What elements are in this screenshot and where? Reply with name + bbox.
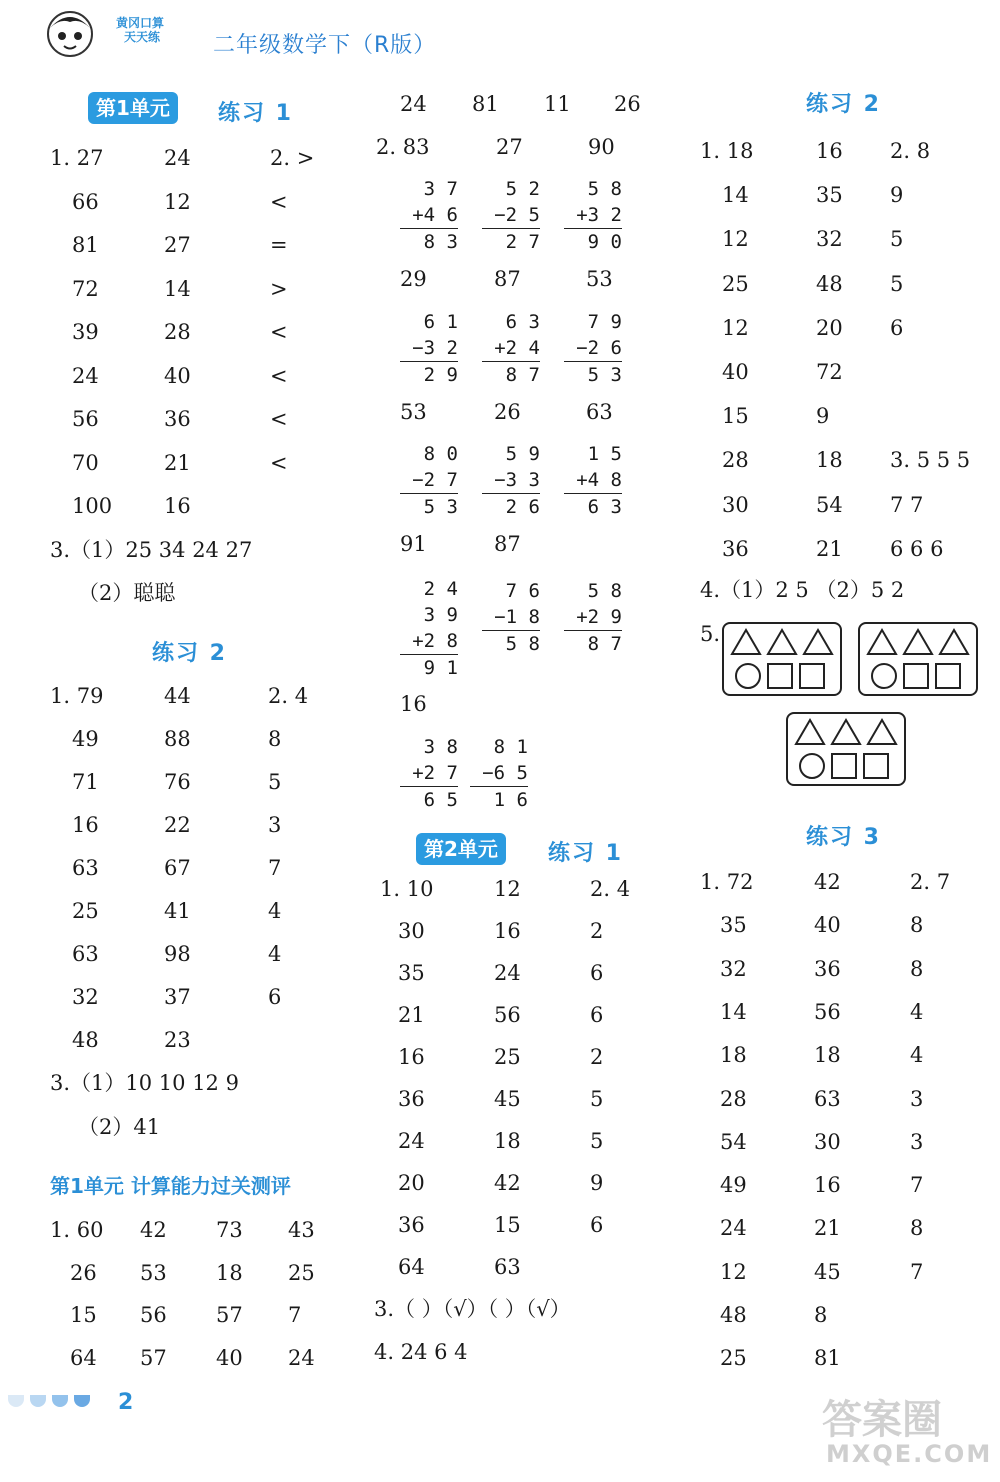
answer-cell: 14	[720, 999, 747, 1024]
answer-cell: 8	[910, 956, 924, 981]
unit2-badge: 第2单元	[416, 833, 506, 865]
answer-cell: 100	[72, 494, 113, 518]
answer-cell: 5	[890, 271, 904, 296]
answer-cell: 6	[590, 961, 604, 985]
answer-cell: 9	[816, 404, 830, 429]
calc-operand: 6 3	[505, 311, 540, 333]
answer-cell: 30	[398, 919, 425, 943]
answer-cell: 48	[816, 271, 843, 296]
answer-cell: 16	[814, 1173, 841, 1198]
answer-cell: 67	[164, 856, 191, 880]
answer-cell: 63	[814, 1086, 841, 1111]
answer-cell: 25	[722, 271, 749, 296]
answer-cell: 2. >	[270, 146, 315, 170]
answer-cell: 44	[164, 684, 191, 708]
vertical-calculation	[400, 576, 458, 681]
answer-cell: 1. 10	[380, 877, 434, 901]
answer-cell: 35	[398, 961, 425, 985]
answer-cell: 12	[164, 189, 191, 214]
answer-cell: 57	[216, 1303, 243, 1327]
answer-cell: 2. 83	[376, 135, 430, 159]
calc-result: 6 3	[564, 493, 622, 520]
book-title: 二年级数学下（R版）	[213, 33, 437, 58]
answer-cell: 12	[494, 877, 521, 901]
calc-result: 5 3	[564, 361, 622, 388]
calc-operand: 5 8	[587, 178, 622, 200]
answer-cell: 32	[720, 956, 747, 981]
answer-cell: 15	[70, 1303, 97, 1327]
vertical-calculation	[400, 309, 458, 388]
calc-operand: 7 6	[505, 580, 540, 602]
answer-cell: <	[270, 363, 288, 388]
answer-cell: 25	[494, 1045, 521, 1069]
answer-cell: 35	[720, 913, 747, 938]
answer-cell: 25	[720, 1346, 747, 1371]
answer-cell: 73	[216, 1218, 243, 1242]
answer-cell: 57	[140, 1345, 167, 1370]
vertical-calculation	[564, 309, 622, 388]
shape-group-2	[858, 622, 978, 696]
answer-cell: 6	[890, 315, 904, 340]
answer-cell: <	[270, 320, 288, 344]
answer-cell: 41	[164, 899, 191, 923]
answer-cell: 39	[72, 320, 99, 344]
unit1-badge: 第1单元	[88, 92, 178, 124]
calc-operand: −6 5	[482, 762, 528, 784]
answer-cell: 98	[164, 942, 191, 966]
answer-cell: 40	[814, 913, 841, 938]
answer-cell: 1. 27	[50, 146, 104, 170]
answer-cell: 16	[816, 139, 843, 163]
answer-cell: 3. 5 5 5	[890, 448, 971, 473]
answer-cell: <	[270, 407, 288, 431]
calc-result: 8 7	[564, 630, 622, 657]
answer-cell: 12	[720, 1259, 747, 1284]
unit1-exercise2-title: 练习 2	[152, 641, 227, 666]
answer-cell: 24	[288, 1345, 315, 1370]
shape-group-1	[722, 622, 842, 696]
calc-operand: +3 2	[576, 204, 622, 226]
answer-cell: 2. 7	[910, 870, 951, 894]
answer-cell: 24	[164, 146, 191, 170]
answer-cell: 18	[816, 448, 843, 473]
answer-cell: 53	[400, 400, 427, 424]
calc-operand: +2 9	[576, 606, 622, 628]
unit2-exercise2-title: 练习 2	[806, 92, 881, 117]
answer-cell: 49	[720, 1173, 747, 1198]
mascot-logo	[40, 8, 100, 66]
ex2-q3-line1: 3.（1）10 10 12 9	[50, 1071, 239, 1095]
vertical-calculation	[400, 441, 458, 520]
answer-cell: 53	[586, 267, 613, 291]
calc-result: 9 0	[564, 228, 622, 255]
answer-cell: 76	[164, 770, 191, 794]
answer-cell: 56	[72, 407, 99, 431]
answer-cell: 8	[268, 727, 282, 751]
answer-cell: 56	[140, 1303, 167, 1327]
answer-cell: 18	[814, 1043, 841, 1068]
answer-cell: 1. 72	[700, 870, 754, 894]
answer-cell: 24	[398, 1129, 425, 1153]
vertical-calculation	[482, 309, 540, 388]
calc-operand: +2 8	[412, 630, 458, 652]
calc-operand: 7 9	[587, 311, 622, 333]
vertical-calculation	[564, 176, 622, 255]
answer-cell: 3	[910, 1086, 924, 1111]
calc-operand: +4 6	[412, 204, 458, 226]
answer-cell: 36	[398, 1213, 425, 1237]
answer-cell: 3	[268, 813, 282, 837]
answer-cell: 45	[494, 1087, 521, 1111]
answer-cell: 35	[816, 183, 843, 208]
answer-cell: 1. 18	[700, 139, 754, 163]
answer-cell: 36	[722, 536, 749, 561]
ex2-q4: 4.（1）2 5 （2）5 2	[700, 578, 905, 602]
calc-operand: +2 4	[494, 337, 540, 359]
watermark-logo-text: 答案圈	[822, 1397, 942, 1443]
answer-cell: 11	[544, 92, 571, 116]
answer-cell: 71	[72, 770, 99, 794]
calc-operand: −1 8	[494, 606, 540, 628]
calc-operand: +4 8	[576, 469, 622, 491]
answer-cell: 63	[586, 400, 613, 424]
answer-cell: 3	[910, 1129, 924, 1154]
answer-cell: 8	[814, 1303, 828, 1327]
calc-operand: 5 8	[587, 580, 622, 602]
answer-cell: 66	[72, 189, 99, 214]
answer-cell: 24	[72, 363, 99, 388]
answer-cell: 21	[816, 536, 843, 561]
vertical-calculation	[400, 176, 458, 255]
answer-cell: 7	[910, 1259, 924, 1284]
answer-cell: 16	[72, 813, 99, 837]
answer-cell: 37	[164, 985, 191, 1009]
calc-operand: 2 4	[423, 578, 458, 600]
calc-operand: 1 5	[587, 443, 622, 465]
answer-cell: 7	[910, 1173, 924, 1198]
calc-operand: 8 0	[423, 443, 458, 465]
answer-cell: 24	[400, 92, 427, 116]
answer-cell: 32	[72, 985, 99, 1009]
answer-cell: 15	[722, 404, 749, 429]
answer-cell: 6 6 6	[890, 536, 944, 561]
answer-cell: 32	[816, 227, 843, 252]
answer-cell: 81	[814, 1346, 841, 1371]
answer-cell: 24	[494, 961, 521, 985]
answer-cell: 63	[72, 856, 99, 880]
calc-result: 5 3	[400, 493, 458, 520]
unit2-q4: 4. 24 6 4	[374, 1340, 468, 1364]
calc-result: 5 8	[482, 630, 540, 657]
calc-result: 2 9	[400, 361, 458, 388]
answer-cell: 6	[590, 1213, 604, 1237]
answer-cell: 5	[268, 770, 282, 794]
answer-cell: 5	[590, 1129, 604, 1153]
answer-cell: 81	[472, 92, 499, 116]
calc-result: 1 6	[470, 786, 528, 813]
watermark-url: MXQE.COM	[826, 1440, 993, 1468]
answer-cell: 26	[494, 400, 521, 424]
answer-cell: 64	[70, 1345, 97, 1370]
answer-cell: 16	[164, 494, 191, 518]
calc-operand: 3 9	[423, 604, 458, 626]
ex1-q3-line2: （2）聪聪	[78, 581, 176, 605]
answer-cell: 25	[72, 899, 99, 923]
answer-cell: 36	[164, 407, 191, 431]
answer-cell: 7 7	[890, 492, 924, 517]
unit1-test-title: 第1单元 计算能力过关测评	[50, 1174, 291, 1198]
answer-cell: =	[270, 233, 288, 257]
calc-operand: 8 1	[493, 736, 528, 758]
calc-result: 8 3	[400, 228, 458, 255]
answer-cell: 20	[398, 1171, 425, 1195]
answer-cell: 43	[288, 1218, 315, 1242]
answer-cell: 63	[72, 942, 99, 966]
answer-cell: 63	[494, 1255, 521, 1279]
answer-cell: 7	[268, 856, 282, 880]
vertical-calculation	[482, 578, 540, 657]
answer-cell: 2. 8	[890, 139, 931, 163]
answer-cell: 45	[814, 1259, 841, 1284]
answer-cell: 12	[722, 315, 749, 340]
answer-cell: 9	[890, 183, 904, 208]
vertical-calculation	[482, 441, 540, 520]
answer-cell: 4	[910, 1043, 924, 1068]
answer-cell: 5	[590, 1087, 604, 1111]
answer-cell: 28	[720, 1086, 747, 1111]
answer-cell: 21	[164, 450, 191, 475]
calc-operand: 3 8	[423, 736, 458, 758]
answer-cell: 16	[400, 692, 427, 716]
answer-cell: 49	[72, 727, 99, 751]
answer-cell: 40	[216, 1345, 243, 1370]
brand-name: 黄冈口算 天天练	[116, 16, 165, 44]
answer-cell: 9	[590, 1171, 604, 1195]
answer-cell: 14	[722, 183, 749, 208]
calc-operand: −2 7	[412, 469, 458, 491]
answer-cell: 64	[398, 1255, 425, 1279]
answer-cell: 56	[494, 1003, 521, 1027]
ex2-q5-label: 5.	[700, 622, 721, 646]
answer-cell: 22	[164, 813, 191, 837]
answer-cell: 29	[400, 267, 427, 291]
answer-cell: 20	[816, 315, 843, 340]
answer-cell: 16	[398, 1045, 425, 1069]
answer-cell: 8	[910, 913, 924, 938]
answer-cell: 4	[910, 999, 924, 1024]
answer-cell: 48	[720, 1303, 747, 1327]
vertical-calculation	[564, 441, 622, 520]
calc-operand: 6 1	[423, 311, 458, 333]
answer-cell: 21	[814, 1216, 841, 1241]
answer-cell: 18	[720, 1043, 747, 1068]
ex1-q3-line1: 3.（1）25 34 24 27	[50, 538, 253, 562]
answer-cell: 87	[494, 267, 521, 291]
answer-cell: <	[270, 450, 288, 475]
answer-cell: 72	[816, 360, 843, 384]
calc-operand: 5 2	[505, 178, 540, 200]
answer-cell: 24	[720, 1216, 747, 1241]
answer-cell: 6	[268, 985, 282, 1009]
vertical-calculation	[400, 734, 458, 813]
answer-cell: 42	[814, 870, 841, 894]
answer-cell: 16	[494, 919, 521, 943]
answer-cell: 54	[720, 1129, 747, 1154]
answer-cell: 26	[70, 1260, 97, 1285]
calc-result: 9 1	[400, 654, 458, 681]
answer-cell: 18	[494, 1129, 521, 1153]
answer-cell: 15	[494, 1213, 521, 1237]
calc-operand: +2 7	[412, 762, 458, 784]
unit2-exercise1-title: 练习 1	[548, 841, 623, 866]
calc-result: 2 6	[482, 493, 540, 520]
answer-cell: 40	[722, 360, 749, 384]
answer-cell: 2	[590, 919, 604, 943]
calc-operand: 5 9	[505, 443, 540, 465]
answer-cell: 21	[398, 1003, 425, 1027]
answer-cell: 26	[614, 92, 641, 116]
vertical-calculation	[482, 176, 540, 255]
shape-group-3	[786, 712, 906, 786]
calc-operand: −2 5	[494, 204, 540, 226]
answer-cell: 7	[288, 1303, 302, 1327]
answer-cell: 36	[398, 1087, 425, 1111]
calc-operand: −3 3	[494, 469, 540, 491]
page-number: 2	[118, 1390, 134, 1415]
answer-cell: 30	[814, 1129, 841, 1154]
vertical-calculation	[564, 578, 622, 657]
calc-result: 8 7	[482, 361, 540, 388]
calc-result: 6 5	[400, 786, 458, 813]
answer-cell: 27	[164, 233, 191, 257]
unit2-q3: 3.（ ）（√）（ ）（√）	[374, 1297, 571, 1321]
answer-cell: 36	[814, 956, 841, 981]
answer-cell: 53	[140, 1260, 167, 1285]
calc-operand: −3 2	[412, 337, 458, 359]
answer-cell: 72	[72, 276, 99, 301]
answer-cell: 42	[494, 1171, 521, 1195]
answer-cell: 4	[268, 942, 282, 966]
answer-cell: 56	[814, 999, 841, 1024]
answer-cell: 70	[72, 450, 99, 475]
answer-cell: 12	[722, 227, 749, 252]
answer-cell: 18	[216, 1260, 243, 1285]
answer-cell: 30	[722, 492, 749, 517]
answer-cell: <	[270, 189, 288, 214]
answer-cell: 28	[164, 320, 191, 344]
answer-cell: 2. 4	[590, 877, 631, 901]
calc-result: 2 7	[482, 228, 540, 255]
answer-cell: 1. 60	[50, 1218, 104, 1242]
answer-cell: 87	[494, 532, 521, 556]
ex2-q3-line2: （2）41	[78, 1115, 161, 1139]
answer-cell: 23	[164, 1028, 191, 1052]
answer-cell: 27	[496, 135, 523, 159]
answer-cell: 42	[140, 1218, 167, 1242]
answer-cell: 4	[268, 899, 282, 923]
answer-cell: >	[270, 276, 288, 301]
answer-cell: 6	[590, 1003, 604, 1027]
answer-cell: 28	[722, 448, 749, 473]
answer-cell: 8	[910, 1216, 924, 1241]
answer-cell: 81	[72, 233, 99, 257]
answer-cell: 14	[164, 276, 191, 301]
answer-cell: 88	[164, 727, 191, 751]
answer-cell: 40	[164, 363, 191, 388]
answer-cell: 90	[588, 135, 615, 159]
answer-cell: 1. 79	[50, 684, 104, 708]
answer-cell: 48	[72, 1028, 99, 1052]
answer-cell: 2. 4	[268, 684, 309, 708]
footer-decoration	[8, 1392, 96, 1411]
answer-cell: 25	[288, 1260, 315, 1285]
answer-cell: 54	[816, 492, 843, 517]
unit1-exercise1-title: 练习 1	[218, 101, 293, 126]
answer-cell: 2	[590, 1045, 604, 1069]
answer-cell: 91	[400, 532, 427, 556]
vertical-calculation	[470, 734, 528, 813]
calc-operand: 3 7	[423, 178, 458, 200]
unit2-exercise3-title: 练习 3	[806, 825, 881, 850]
answer-cell: 5	[890, 227, 904, 252]
calc-operand: −2 6	[576, 337, 622, 359]
